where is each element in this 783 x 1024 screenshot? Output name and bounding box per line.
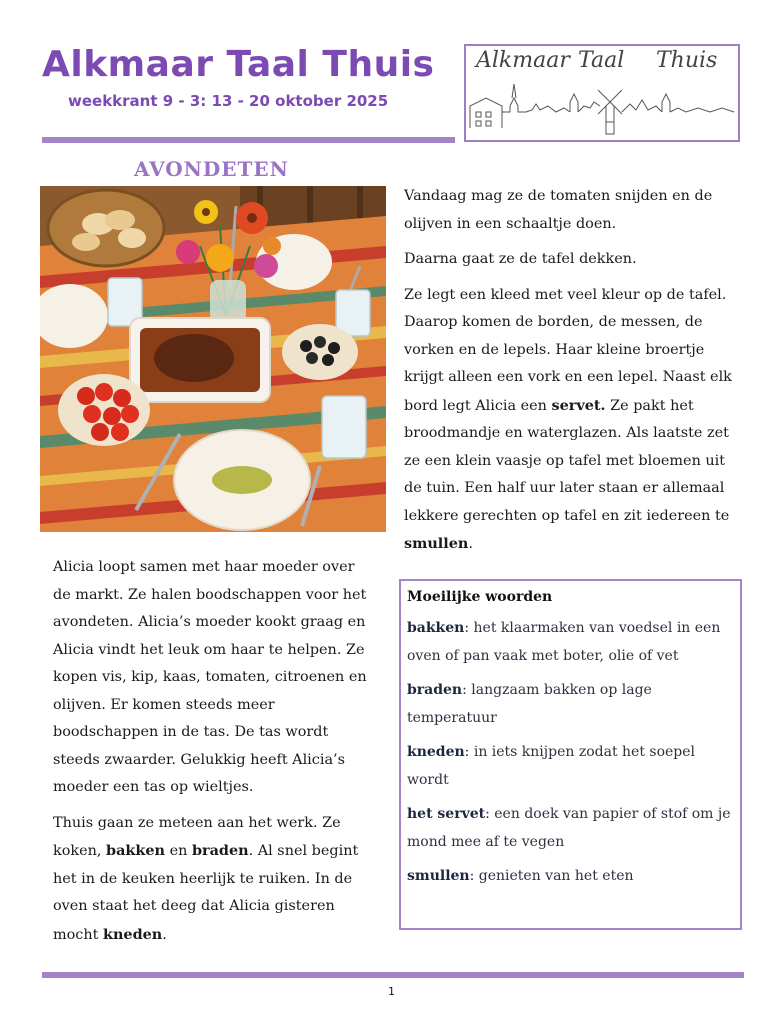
vocabulary-term: kneden — [407, 744, 465, 760]
vocabulary-term: braden — [407, 682, 463, 698]
article-left-column — [53, 554, 373, 957]
article-title: AVONDETEN — [134, 157, 289, 181]
vocabulary-item — [407, 615, 734, 670]
emphasized-word: smullen — [404, 535, 469, 552]
text-segment: Daarna gaat ze de tafel dekken. — [404, 251, 637, 267]
vocabulary-item — [407, 739, 734, 794]
vocabulary-definition: : genieten van het eten — [469, 868, 634, 884]
emphasized-word: bakken — [106, 842, 165, 859]
page-number: 1 — [388, 985, 395, 998]
vocabulary-box — [399, 579, 742, 930]
emphasized-word: braden — [191, 842, 249, 859]
vocabulary-term: smullen — [407, 868, 470, 884]
article-paragraph — [404, 246, 744, 274]
article-paragraph — [53, 554, 373, 802]
vocabulary-definition: : het klaarmaken van voedsel in een oven of pan vaak met boter, olie of vet — [407, 620, 721, 664]
logo-word-thuis: Thuis — [656, 48, 718, 73]
text-segment: Thuis gaan ze meteen aan het werk. Ze koken, — [53, 814, 341, 859]
vocabulary-definition: : een doek van papier of stof om je mond mee af te vegen — [407, 806, 731, 850]
text-segment: . — [162, 926, 167, 943]
vocabulary-item — [407, 863, 734, 891]
footer-divider — [42, 972, 744, 978]
emphasized-word: kneden — [103, 925, 163, 943]
logo-word-taal: Taal — [578, 48, 625, 73]
newsletter-title: Alkmaar Taal Thuis — [42, 44, 435, 85]
text-segment: en — [165, 843, 192, 859]
issue-subtitle: weekkrant 9 - 3: 13 - 20 oktober 2025 — [68, 92, 389, 110]
vocabulary-definition: : in iets knijpen zodat het soepel wordt — [407, 744, 696, 788]
text-segment: Vandaag mag ze de tomaten snijden en de olijven in een schaaltje doen. — [404, 188, 713, 232]
text-segment: Alicia loopt samen met haar moeder over de markt. Ze halen boodschappen voor het avondeten. Alicia’s moeder kookt graag en Alicia vindt het leuk om haar te helpen. Ze kopen vis, kip, kaas, tomaten, citroenen en olijven. Er komen steeds meer boodschappen in de tas. De tas wordt steeds zwaarder. Gelukkig heeft Alicia’s moeder een tas op wieltjes. — [53, 559, 367, 795]
vocabulary-term: bakken — [407, 620, 465, 636]
text-segment: . — [468, 536, 473, 552]
vocabulary-definition: : langzaam bakken op lage temperatuur — [407, 682, 652, 726]
text-segment: Ze pakt het broodmandje en waterglazen. Als laatste zet ze een klein vaasje op tafel met bloemen uit de tuin. Een half uur later staan er allemaal lekkere gerechten op tafel en zit iedereen te — [404, 397, 730, 524]
vocabulary-heading: Moeilijke woorden — [407, 589, 553, 605]
article-right-column — [404, 183, 744, 567]
article-paragraph — [53, 810, 373, 950]
dinner-table-photo — [40, 186, 386, 532]
text-segment: . Al snel begint het in de keuken heerlijk te ruiken. In de oven staat het deeg dat Alicia gisteren mocht — [53, 843, 359, 943]
emphasized-word: servet. — [551, 396, 606, 414]
vocabulary-term: het servet — [407, 806, 486, 822]
skyline-illustration — [466, 46, 738, 140]
article-paragraph — [404, 183, 744, 238]
text-segment: Ze legt een kleed met veel kleur op de tafel. Daarop komen de borden, de messen, de vorken en de lepels. Haar kleine broertje krijgt alleen een vork en een lepel. Naast elk bord legt Alicia een — [404, 286, 732, 414]
logo-word-alkmaar: Alkmaar — [476, 48, 570, 73]
vocabulary-item — [407, 677, 734, 732]
header-divider — [42, 137, 455, 143]
logo — [464, 44, 740, 142]
article-paragraph — [404, 282, 744, 559]
vocabulary-item — [407, 801, 734, 856]
